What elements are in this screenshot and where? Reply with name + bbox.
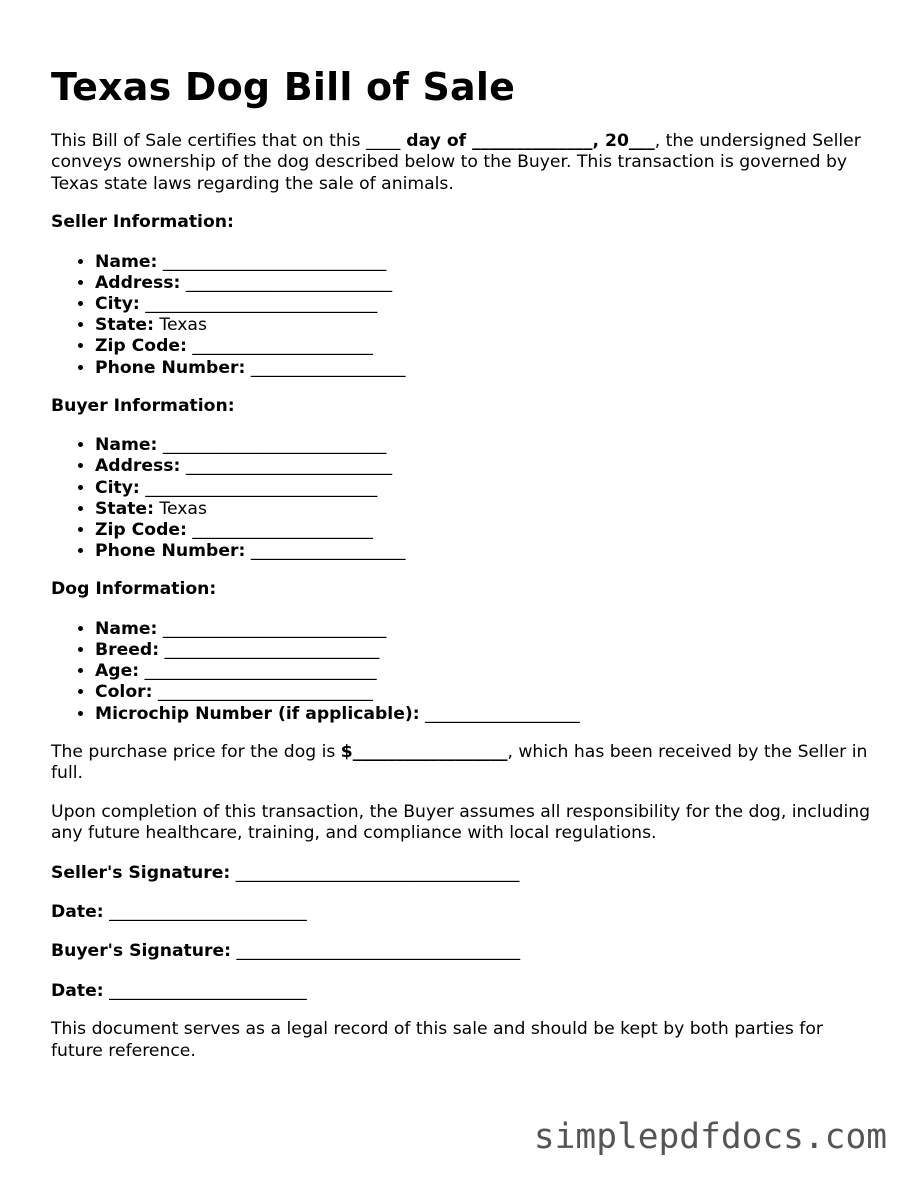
seller-section-heading: Seller Information: [51, 212, 234, 233]
field-value: Texas [153, 498, 207, 519]
buyer-state-field [95, 499, 871, 520]
field-label: Name: [95, 435, 158, 456]
field-value: _____________________ [186, 336, 373, 357]
field-label: State: [95, 315, 154, 336]
field-value: _________________________ [159, 640, 380, 661]
seller-signature-line [51, 863, 871, 884]
seller-name-field [95, 252, 871, 273]
price-text-start: The purchase price for the dog is [51, 741, 341, 762]
field-label: City: [95, 477, 140, 498]
buyer-fields-list [51, 435, 871, 562]
field-value: _________________________ [152, 682, 373, 703]
seller-date-line [51, 902, 871, 923]
field-label: State: [95, 498, 154, 519]
seller-zip-field [95, 336, 871, 357]
month-blank: ______________ [472, 131, 593, 151]
buyer-signature-line [51, 941, 871, 962]
field-label: Phone Number: [95, 357, 246, 378]
buyer-name-field [95, 435, 871, 456]
field-label: Breed: [95, 640, 160, 661]
dog-name-field [95, 619, 871, 640]
field-value: ___________________________ [139, 477, 378, 498]
intro-text-end: , the undersigned Seller conveys ownership of the dog described below to the Buyer. This transaction is governed by Texas state laws regarding the sale of animals. [51, 131, 861, 194]
dog-color-field [95, 682, 871, 703]
field-value: ___________________________ [139, 661, 377, 682]
seller-date-blank: _______________________ [103, 901, 307, 922]
seller-fields-list [51, 252, 871, 379]
purchase-price-paragraph [51, 742, 871, 785]
buyer-zip-field [95, 520, 871, 541]
field-value: __________________________ [157, 251, 387, 272]
responsibility-paragraph: Upon completion of this transaction, the Buyer assumes all responsibility for the dog, including any future healthcare, training, and compliance with local regulations. [51, 801, 871, 844]
field-label: Zip Code: [95, 336, 187, 357]
document-title: Texas Dog Bill of Sale [51, 65, 516, 109]
seller-address-field [95, 273, 871, 294]
price-amount-blank: $__________________ [340, 741, 508, 762]
buyer-address-field [95, 456, 871, 477]
field-value: ________________________ [180, 456, 393, 477]
seller-date-label: Date: [51, 901, 104, 922]
dog-breed-field [95, 640, 871, 661]
field-value: __________________________ [157, 618, 387, 639]
dog-section-heading: Dog Information: [51, 579, 217, 600]
dog-microchip-field [95, 704, 871, 725]
field-value: _____________________ [186, 520, 373, 541]
closing-paragraph: This document serves as a legal record of this sale and should be kept by both parties for future reference. [51, 1019, 823, 1061]
field-label: Color: [95, 682, 153, 703]
field-label: Microchip Number (if applicable): [95, 703, 420, 724]
field-label: Age: [95, 661, 140, 682]
field-value: __________________ [419, 703, 580, 724]
field-label: Name: [95, 251, 158, 272]
seller-signature-blank: _________________________________ [230, 862, 520, 883]
field-label: Address: [95, 456, 181, 477]
field-label: Zip Code: [95, 520, 187, 541]
intro-text-start: This Bill of Sale certifies that on this [51, 131, 366, 151]
buyer-phone-field [95, 541, 871, 562]
seller-state-field [95, 315, 871, 336]
field-value: __________________________ [157, 435, 387, 456]
buyer-signature-label: Buyer's Signature: [51, 941, 232, 962]
seller-signature-label: Seller's Signature: [51, 862, 231, 883]
buyer-signature-blank: _________________________________ [231, 941, 521, 962]
seller-city-field [95, 294, 871, 315]
dog-age-field [95, 661, 871, 682]
buyer-date-label: Date: [51, 980, 104, 1001]
buyer-city-field [95, 478, 871, 499]
field-value: ___________________________ [139, 294, 378, 315]
year-blank: ___ [628, 131, 655, 151]
year-prefix: , 20 [592, 131, 629, 151]
field-label: Name: [95, 618, 158, 639]
field-value: __________________ [245, 357, 406, 378]
buyer-date-blank: _______________________ [103, 980, 307, 1001]
field-value: ________________________ [180, 272, 393, 293]
buyer-date-line [51, 981, 871, 1002]
field-value: Texas [153, 315, 207, 336]
watermark: simplepdfdocs.com [533, 1117, 887, 1157]
field-label: City: [95, 294, 140, 315]
price-text-end: , which has been received by the Seller in full. [51, 741, 868, 784]
buyer-section-heading: Buyer Information: [51, 395, 235, 416]
seller-phone-field [95, 358, 871, 379]
document-page [51, 62, 871, 1062]
field-label: Address: [95, 272, 181, 293]
day-of-label: day of [400, 131, 473, 151]
intro-paragraph [51, 131, 871, 195]
field-label: Phone Number: [95, 541, 246, 562]
field-value: __________________ [245, 541, 406, 562]
dog-fields-list [51, 619, 871, 725]
day-blank: ____ [365, 131, 401, 151]
